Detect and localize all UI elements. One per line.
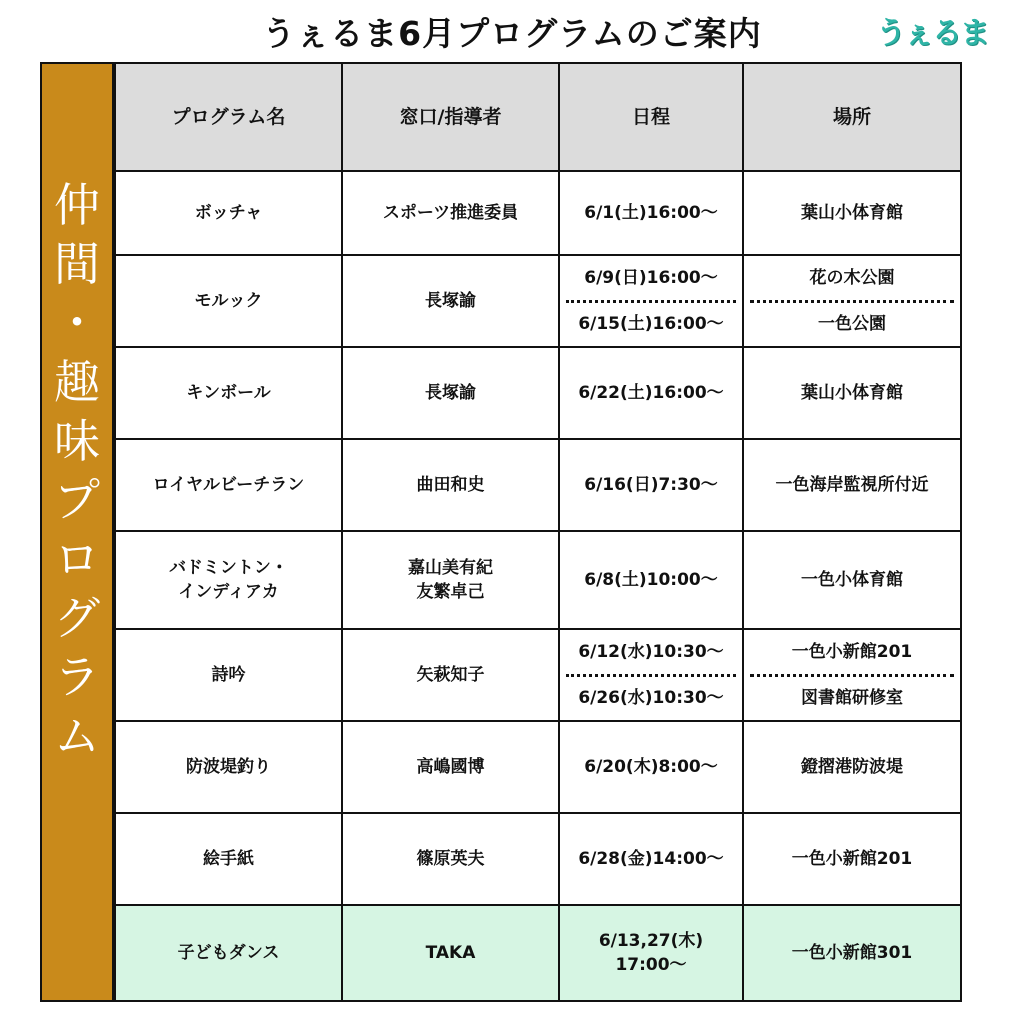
place-cell: 一色小新館201: [743, 813, 961, 905]
place-entry: 図書館研修室: [801, 688, 903, 709]
header-program-name: プログラム名: [115, 63, 342, 171]
program-name-cell: 詩吟: [115, 629, 342, 721]
schedule-cell: [559, 629, 743, 721]
sidebar-char: ラ: [54, 650, 100, 704]
place-cell: 一色小体育館: [743, 531, 961, 629]
category-sidebar: [40, 62, 114, 1002]
schedule-entry: 6/9(日)16:00〜: [566, 256, 736, 303]
program-name-cell: ロイヤルビーチラン: [115, 439, 342, 531]
sidebar-char: ・: [54, 296, 100, 350]
program-name-cell: ボッチャ: [115, 171, 342, 255]
sidebar-char: 趣: [54, 355, 100, 409]
table-row: [115, 347, 961, 439]
table-row: [115, 813, 961, 905]
schedule-cell: 6/13,27(木) 17:00〜: [559, 905, 743, 1001]
leader-cell: スポーツ推進委員: [342, 171, 559, 255]
table-row: [115, 171, 961, 255]
sidebar-char: ム: [54, 709, 100, 763]
page-title: うぇるま6月プログラムのご案内: [262, 14, 762, 53]
sidebar-char: プ: [54, 473, 100, 527]
place-cell: [743, 629, 961, 721]
sidebar-char: 間: [54, 237, 100, 291]
sidebar-char: グ: [54, 591, 100, 645]
leader-cell: 高嶋國博: [342, 721, 559, 813]
program-name-cell: バドミントン・ インディアカ: [115, 531, 342, 629]
table-header-row: [115, 63, 961, 171]
table-row: [115, 721, 961, 813]
program-table: [114, 62, 962, 1002]
schedule-cell: 6/16(日)7:30〜: [559, 439, 743, 531]
leader-cell: 長塚諭: [342, 255, 559, 347]
header-schedule: 日程: [559, 63, 743, 171]
table-row: [115, 255, 961, 347]
schedule-cell: 6/22(土)16:00〜: [559, 347, 743, 439]
schedule-cell: 6/1(土)16:00〜: [559, 171, 743, 255]
schedule-entry: 6/26(水)10:30〜: [578, 688, 724, 709]
place-entry: 一色小新館201: [750, 630, 954, 677]
place-entry: 一色公園: [818, 314, 886, 335]
program-name-cell: 絵手紙: [115, 813, 342, 905]
program-name-cell: モルック: [115, 255, 342, 347]
program-name-cell: キンボール: [115, 347, 342, 439]
schedule-entry: 6/12(水)10:30〜: [566, 630, 736, 677]
program-name-cell: 子どもダンス: [115, 905, 342, 1001]
place-cell: 葉山小体育館: [743, 347, 961, 439]
header-leader: 窓口/指導者: [342, 63, 559, 171]
schedule-cell: 6/28(金)14:00〜: [559, 813, 743, 905]
leader-cell: TAKA: [342, 905, 559, 1001]
schedule-cell: [559, 255, 743, 347]
place-cell: 鐙摺港防波堤: [743, 721, 961, 813]
leader-cell: 曲田和史: [342, 439, 559, 531]
program-name-cell: 防波堤釣り: [115, 721, 342, 813]
brand-logo: うぇるま: [876, 16, 988, 51]
table-row: [115, 439, 961, 531]
place-cell: 葉山小体育館: [743, 171, 961, 255]
leader-cell: 嘉山美有紀 友繁卓己: [342, 531, 559, 629]
place-cell: [743, 255, 961, 347]
place-cell: 一色小新館301: [743, 905, 961, 1001]
header-place: 場所: [743, 63, 961, 171]
schedule-cell: 6/8(土)10:00〜: [559, 531, 743, 629]
leader-cell: 矢萩知子: [342, 629, 559, 721]
schedule-cell: 6/20(木)8:00〜: [559, 721, 743, 813]
leader-cell: 篠原英夫: [342, 813, 559, 905]
table-row: [115, 629, 961, 721]
place-cell: 一色海岸監視所付近: [743, 439, 961, 531]
place-entry: 花の木公園: [750, 256, 954, 303]
leader-cell: 長塚諭: [342, 347, 559, 439]
table-row: [115, 905, 961, 1001]
sidebar-char: ロ: [54, 532, 100, 586]
sidebar-char: 味: [54, 414, 100, 468]
sidebar-char: 仲: [54, 178, 100, 232]
table-row: [115, 531, 961, 629]
schedule-entry: 6/15(土)16:00〜: [578, 314, 724, 335]
